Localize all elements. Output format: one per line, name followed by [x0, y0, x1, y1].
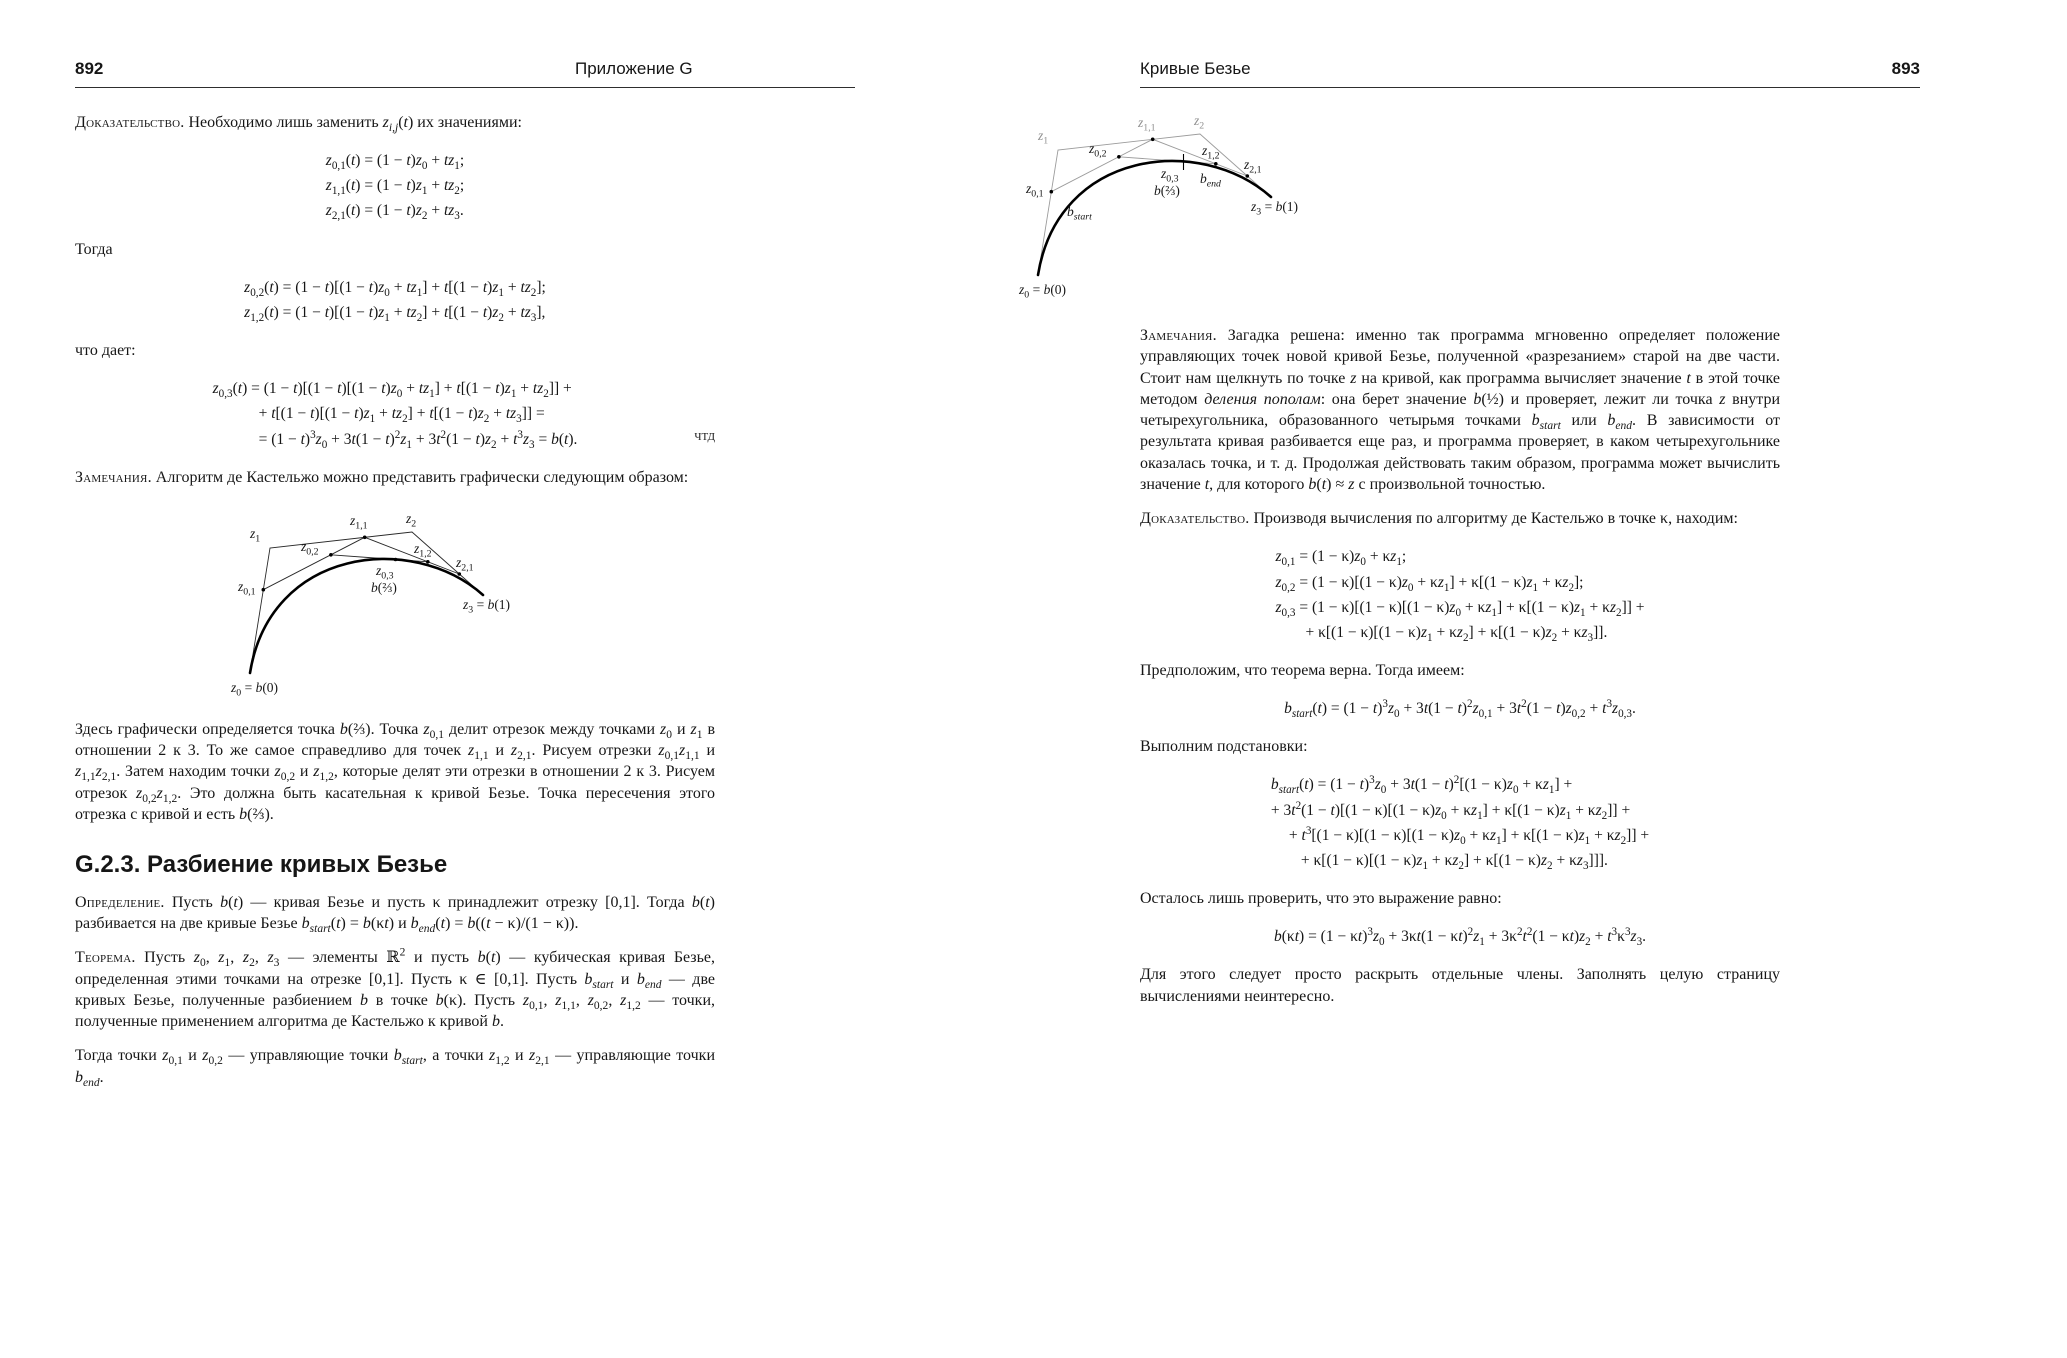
text-block-right — [1019, 112, 1781, 1007]
equation-line: $z_{0,1}(t) = (1 - t)z_0 + tz_1$; — [325, 152, 465, 173]
figure-label-z11: $z_{1,1}$ — [350, 512, 368, 532]
figure-label-z3b1: $z_3 = b(1)$ — [1251, 199, 1299, 218]
figure-label-z2: $z_2$ — [406, 510, 417, 530]
paragraph-conclusion: Тогда точки $z_{0,1}$ и $z_{0,2}$ — управляющие точки $b_{start}$, а точки $z_{1,2}$ и $z_{2,1}$ — управляющие точки $b_{end}$. — [75, 1047, 716, 1089]
page-right — [1019, 58, 1920, 1020]
figure-label-z02: $z_{0,2}$ — [301, 538, 319, 558]
point-z01 — [1050, 190, 1054, 194]
equation-line: + $\kappa[(1 - \kappa)[(1 - \kappa)z_1 + \kappa z_2] + \kappa[(1 - \kappa)z_2 + \kappa z_3]]$. — [1305, 623, 1608, 644]
paragraph-which-gives: что дает: — [75, 342, 136, 360]
bezier-curve — [250, 559, 483, 673]
bezier-de-casteljau-figure-left — [230, 510, 560, 705]
paragraph-definition: Определение. Пусть b(t) — кривая Безье и пусть κ принадлежит отрезку [0,1]. Тогда b(t) разбивается на две кривые Безье $b_{start}(t) = b(\kappa t)$ и $b_{end}(t) = b((t - \kappa)/(1 - \kappa))$. — [75, 893, 715, 936]
equation-line: $z_{0,3}(t) = (1 - t)[(1 - t)[(1 - t)z_0 + tz_1] + t[(1 - t)z_1 + tz_2]]$ + — [212, 380, 572, 401]
equation-bkt — [1140, 924, 1780, 949]
point-z12 — [1214, 162, 1218, 166]
figure-label-z01: $z_{0,1}$ — [238, 578, 256, 598]
figure-label-z03: $z_{0,3}$ — [1161, 166, 1179, 185]
figure-label-z21: $z_{2,1}$ — [1244, 157, 1262, 176]
figure-label-z12: $z_{1,2}$ — [1202, 143, 1220, 162]
paragraph-after-figure: Здесь графически определяется точка b(⅔). Точка $z_{0,1}$ делит отрезок между точками $z_0$ и $z_1$ в отношении 2 к 3. То же самое справедливо для точек $z_{1,1}$ и $z_{2,1}$. Рисуем отрезки $z_{0,1}z_{1,1}$ и $z_{1,1}z_{2,1}$. Затем находим точки $z_{0,2}$ и $z_{1,2}$, которые делят эти отрезки в отношении 2 к 3. Рисуем отрезок $z_{0,2}z_{1,2}$. Это должна быть касательная к кривой Безье. Точка пересечения этого отрезка с кривой и есть b(⅔). — [75, 720, 716, 823]
figure-label-z0b0: $z_0 = b(0)$ — [1019, 282, 1067, 301]
equation-line: = $(1 - t)^3z_0 + 3t(1 - t)^2z_1 + 3t^2(1 - t)z_2 + t^3z_3 = b(t)$. — [258, 428, 578, 451]
figure-label-z03: $z_{0,3}$ — [376, 562, 394, 582]
bezier-split-figure-right — [1018, 112, 1348, 307]
point-z12 — [426, 560, 430, 564]
equation-line: $b_{start}(t) = (1 - t)^3z_0 + 3t(1 - t)^2[(1 - \kappa)z_0 + \kappa z_1]$ + — [1270, 774, 1573, 797]
figure-label-bstart: $b_{start}$ — [1067, 204, 1092, 223]
equation-line: $z_{0,2}(t) = (1 - t)[(1 - t)z_0 + tz_1] + t[(1 - t)z_1 + tz_2]$; — [244, 278, 546, 299]
page-number-left: 892 — [75, 59, 104, 78]
paragraph-remains: Осталось лишь проверить, что это выражение равно: — [1140, 889, 1502, 907]
figure-label-z0b0: $z_0 = b(0)$ — [231, 679, 279, 699]
section-heading-g23: G.2.3. Разбиение кривых Безье — [75, 851, 448, 879]
figure-label-bend: $b_{end}$ — [1200, 171, 1221, 190]
paragraph-proof-intro-right: Доказательство. Производя вычисления по алгоритму де Кастельжо в точке κ, находим: — [1140, 510, 1738, 528]
qed-mark: чтд — [694, 426, 715, 444]
equation-group-r3 — [1140, 772, 1780, 872]
paragraph-theorem: Теорема. Пусть $z_0$, $z_1$, $z_2$, $z_3$ — элементы ℝ$^2$ и пусть b(t) — кубическая кривая Безье, определенная этими точками на отрезке [0,1]. Пусть κ ∈ [0,1]. Пусть $b_{start}$ и $b_{end}$ — две кривых Безье, полученные разбиением b в точке b(κ). Пусть $z_{0,1}$, $z_{1,1}$, $z_{0,2}$, $z_{1,2}$ — точки, полученные применением алгоритма де Кастельжо к кривой b. — [75, 947, 716, 1031]
equation-line: + $t[(1 - t)[(1 - t)z_1 + tz_2] + t[(1 - t)z_2 + tz_3]]$ = — [258, 405, 545, 426]
figure-label-z21: $z_{2,1}$ — [456, 554, 474, 574]
running-head-left — [75, 58, 855, 80]
figure-label-z2: $z_2$ — [1194, 113, 1205, 132]
point-z03 — [394, 558, 398, 562]
equation-group-2 — [75, 275, 715, 325]
equation-group-3 — [75, 376, 715, 451]
figure-label-b23: b(⅔) — [1154, 183, 1180, 198]
page-number-right: 893 — [1891, 59, 1920, 78]
point-z11 — [1151, 138, 1155, 142]
bezier-figure-canvas — [230, 510, 560, 705]
point-z01 — [262, 588, 266, 592]
paragraph-then: Тогда — [75, 240, 113, 258]
equation-line: $z_{2,1}(t) = (1 - t)z_2 + tz_3$. — [325, 202, 464, 223]
figure-label-z3b1: $z_3 = b(1)$ — [463, 596, 511, 616]
equation-line: $z_{1,2}(t) = (1 - t)[(1 - t)z_1 + tz_2] + t[(1 - t)z_2 + tz_3]$, — [244, 303, 546, 325]
header-rule-left — [75, 87, 855, 88]
paragraph-final: Для этого следует просто раскрыть отдельные члены. Заполнять целую страницу вычислениями неинтересно. — [1140, 966, 1780, 1005]
header-rule-right — [1140, 87, 1920, 88]
figure-label-z12: $z_{1,2}$ — [414, 540, 432, 560]
equation-bstart — [1140, 696, 1780, 721]
figure-label-z11: $z_{1,1}$ — [1138, 115, 1156, 134]
equation-line: + $t^3[(1 - \kappa)[(1 - \kappa)[(1 - \kappa)z_0 + \kappa z_1] + \kappa[(1 - \kappa)z_1 + \kappa z_2]]$ + — [1288, 824, 1650, 847]
equation-line: $z_{0,2} = (1 - \kappa)[(1 - \kappa)z_0 + \kappa z_1] + \kappa[(1 - \kappa)z_1 + \kappa z_2]$; — [1275, 573, 1584, 594]
equation-line: $z_{0,1} = (1 - \kappa)z_0 + \kappa z_1$; — [1275, 548, 1407, 569]
equation-line: $b_{start}(t) = (1 - t)^3z_0 + 3t(1 - t)^2z_{0,1} + 3t^2(1 - t)z_{0,2} + t^3z_{0,3}$. — [1284, 697, 1636, 721]
paragraph-remarks-right: Замечания. Загадка решена: именно так программа мгновенно определяет положение управляющих точек новой кривой Безье, полученной «разрезанием» старой на две части. Стоит нам щелкнуть по точке z на кривой, как программа вычисляет значение t в этой точке методом деления пополам: она берет значение b(½) и проверяет, лежит ли точка z внутри четырехугольника, образованного четырьмя точками $b_{start}$ или $b_{end}$. В зависимости от результата кривая разбивается еще раз, и программа проверяет, в каком четырехугольнике оказалась точка, и т. д. Продолжая действовать таким образом, программа может вычислить значение t, для которого b(t) ≈ z с произвольной точностью. — [1140, 327, 1781, 493]
paragraph-remarks-left: Замечания. Алгоритм де Кастельжо можно представить графически следующим образом: — [75, 468, 689, 486]
figure-label-z01: $z_{0,1}$ — [1026, 181, 1044, 200]
point-z02 — [1117, 155, 1121, 159]
equation-line: + $\kappa[(1 - \kappa)[(1 - \kappa)z_1 + \kappa z_2] + \kappa[(1 - \kappa)z_2 + \kappa z_3]]$]. — [1300, 851, 1608, 872]
point-z11 — [363, 535, 367, 539]
figure-label-z02: $z_{0,2}$ — [1089, 141, 1107, 160]
paragraph-proof-intro: Доказательство. Необходимо лишь заменить $z_{i,j}(t)$ их значениями: — [75, 114, 522, 135]
running-title-right: Кривые Безье — [1140, 59, 1251, 78]
control-polygon — [250, 532, 483, 673]
text-block-left — [75, 112, 715, 1088]
running-head-right — [1140, 58, 1920, 80]
equation-line: $z_{1,1}(t) = (1 - t)z_1 + tz_2$; — [325, 177, 465, 198]
point-z02 — [329, 553, 333, 557]
equation-line: $z_{0,3} = (1 - \kappa)[(1 - \kappa)[(1 - \kappa)z_0 + \kappa z_1] + \kappa[(1 - \kappa)z_1 + \kappa z_2]]$ + — [1275, 598, 1645, 619]
paragraph-substitute: Выполним подстановки: — [1140, 738, 1308, 756]
equation-line: $b(\kappa t) = (1 - \kappa t)^3z_0 + 3\kappa t(1 - \kappa t)^2z_1 + 3\kappa^2t^2(1 - \kappa t)z_2 + t^3\kappa^3z_3$. — [1273, 926, 1647, 949]
figure-label-z1: $z_1$ — [250, 525, 261, 545]
equation-group-r1 — [1140, 544, 1780, 644]
page-left — [75, 58, 855, 1101]
equation-group-1 — [75, 148, 715, 223]
equation-line: + $3t^2(1 - t)[(1 - \kappa)[(1 - \kappa)z_0 + \kappa z_1] + \kappa[(1 - \kappa)z_1 + \kappa z_2]]$ + — [1270, 799, 1631, 822]
figure-label-z1: $z_1$ — [1038, 128, 1049, 147]
running-title-left: Приложение G — [575, 59, 693, 78]
paragraph-suppose: Предположим, что теорема верна. Тогда имеем: — [1140, 661, 1465, 679]
figure-label-b23: b(⅔) — [371, 579, 397, 595]
